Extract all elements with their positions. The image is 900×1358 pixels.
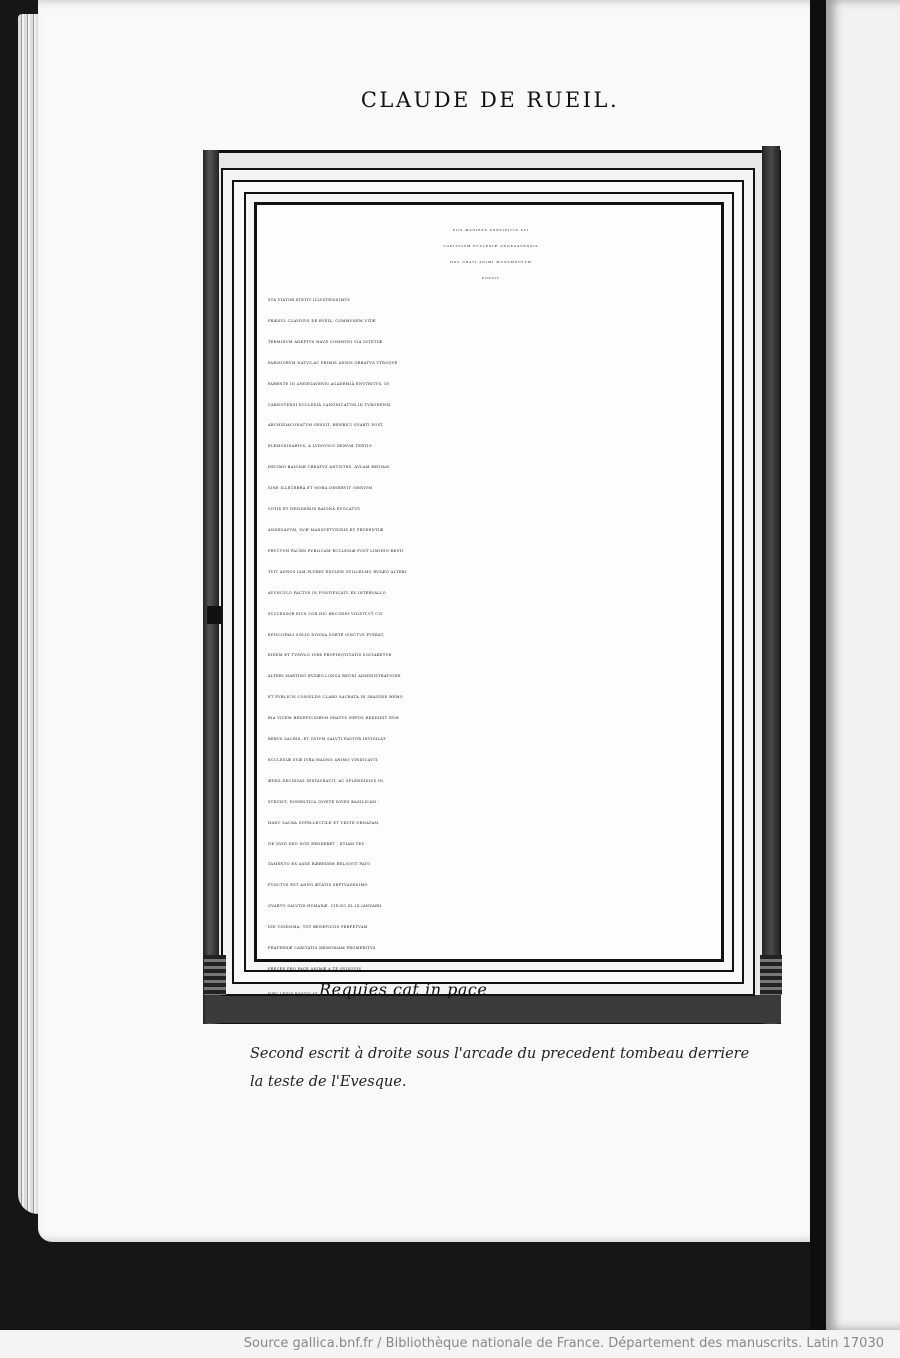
inscription-line: SINE ILLECEBRÂ ET MORA DESERVIT OMNIVM <box>268 486 373 491</box>
inscription-line: DIE VIGESIMA, TOT BENEFICIIS PERPETVAM <box>268 925 368 930</box>
inscription-heading-line: CAPITVLVM ECCLESIÆ ANDEGAVENSIS <box>443 244 539 248</box>
inscription-line: EIDEM ET TVMVLO IVRE PROPINQVITATIS SOCIARETVR <box>268 653 392 658</box>
inscription-line: VOTIS ET DESIDERIIS BAIONÂ EVOCATVS <box>268 507 361 512</box>
inscription-line: CARNOTENSI ECCLESIÂ CANONICATVM,IN TVRONENSI <box>268 402 391 407</box>
inscription-body <box>268 290 714 980</box>
handwritten-caption <box>250 1040 790 1096</box>
facing-page-edge <box>826 0 900 1330</box>
inscription-line: ARCHIDIACONATVM GESSIT, HENRICI QVARTI POST <box>268 423 384 428</box>
epitaph-inscription <box>268 222 714 999</box>
inscription-heading-line: HOC GRATI ANIMI MONVMENTVM <box>450 260 532 264</box>
inscription-line: FRVCTVM PACEM PVBLICAM ECCLESIÆ POST LIMINIO RESTI <box>268 548 404 553</box>
inscription-line: QVARTO SALVTIS HVMANÆ. CID.DC.XL.IX.IANVARII <box>268 904 382 909</box>
page-title: CLAUDE DE RUEIL. <box>360 88 620 112</box>
requiescat-script: Requies cat in pace <box>319 979 488 999</box>
inscription-line: ALTERI MARTINO RVZÆO,LONGÂ REGNI ADMINISTRATIONE <box>268 674 401 679</box>
inscription-line: PARENTE IN ANDEGAVENSI ACADEMIÂ ENVTRITVS, IN <box>268 381 390 386</box>
frame-right-molding <box>762 146 780 1024</box>
caption-line: la teste de l'Evesque. <box>250 1074 407 1090</box>
inscription-line: ANDEGAVVM, SVÆ MANSVETVDINIS ET PRVDENTIÆ <box>268 527 384 532</box>
frame-left-molding <box>203 150 219 1024</box>
inscription-heading-line: PIIS MANIBVS PONTIFICIS SVI <box>452 228 530 232</box>
inscription-line: EPISCOPALI SOLIO DIVINA SORTE IVNCTVS FVERAT, <box>268 632 385 637</box>
inscription-line: AVVNCVLO FACTVS IN PONTIFICATV EX INTERVALLO <box>268 590 386 595</box>
inscription-line: PRECES PRO PACE ANIMÆ A TE QVISQVIS <box>268 967 362 971</box>
column-base-left <box>204 955 226 995</box>
column-base-right <box>760 955 782 995</box>
inscription-line: PRÆSVL CLAVDIVS DE RVEIL, COMMVNEM VITÆ <box>268 318 376 323</box>
inscription-heading-line: POSVIT <box>482 276 500 280</box>
inscription-final-caps: HÆC LEGIS POSTVLAT <box>268 991 320 996</box>
inscription-line: NE QVID DEO NON REDDERET , ETIAM TES- <box>268 841 366 846</box>
inscription-line: FVNCTVS EST ANNO ÆTATIS SEPTVAGESIMO <box>268 883 368 888</box>
inscription-line: STA VIATOR STETIT ILLVSTRISSIMVS <box>268 298 351 302</box>
inscription-line: PARISIORVM NATVS,AC PRIMIS ANNIS ORBATVS VTROQVE <box>268 360 398 365</box>
caption-line: Second escrit à droite sous l'arcade du precedent tombeau derriere <box>250 1046 750 1062</box>
inscription-final-line <box>268 980 714 1005</box>
inscription-line: HANC SACRA SVPELLECTILE ET VESTE ORNATAM, <box>268 820 380 825</box>
inscription-line: ET PVBLICIS CONSILIIS CLARO SACRATA IN IMAGINE MEMO <box>268 695 404 700</box>
inscription-line: FRATERNÆ CARITATIS MEMORIAM PROMERITVS <box>268 946 376 951</box>
inscription-line: TERMINVM ADEPTVS HAVD COMMVNI VIA LVTETIÆ <box>268 339 383 344</box>
inscription-line: ELEMOSINARIVS, A LVDOVICO DEMVM TERTIO <box>268 444 372 449</box>
frame-bracket <box>207 606 221 624</box>
inscription-line: SVCCESSOR EIVS COR HIC RECONDI VOLVIT,VT CVI <box>268 611 384 616</box>
inscription-line: ÆDES DECIDVAS INSTAVRAVIT, AC SPLENDIDIVS IN, <box>268 778 385 783</box>
inscription-line: RIA VICEM BENEFICIORVM GRATVS NEPOS REDDIDIT DVM <box>268 716 400 721</box>
source-credit: Source gallica.bnf.fr / Bibliothèque nationale de France. Département des manuscrits. Latin 17030 <box>0 1330 900 1358</box>
inscription-line: TVIT ANNOS IAM PLVRES EXVLEM GVILLELMO RVZÆO ALTERI <box>268 569 407 574</box>
inscription-line: ECCLESIÆ SVÆ IVRA MAGNO ANIMO VINDICAVIT, <box>268 757 379 762</box>
inscription-line: REBVS SACRIS, ET OVIVM SALVTI PASTOR INVIGILAT <box>268 737 386 742</box>
inscription-line: DECIMO BAIONÆ CREATVS ANTISTES. AVLAM REGIAM <box>268 465 390 470</box>
gutter <box>810 0 826 1330</box>
inscription-line: STRVXIT; DOMESTICA QVIETE DIVES BASILICAM - <box>268 799 380 804</box>
inscription-line: TAMENTO EX ASSE HÆREDEM RELIQVIT FATO <box>268 862 371 867</box>
